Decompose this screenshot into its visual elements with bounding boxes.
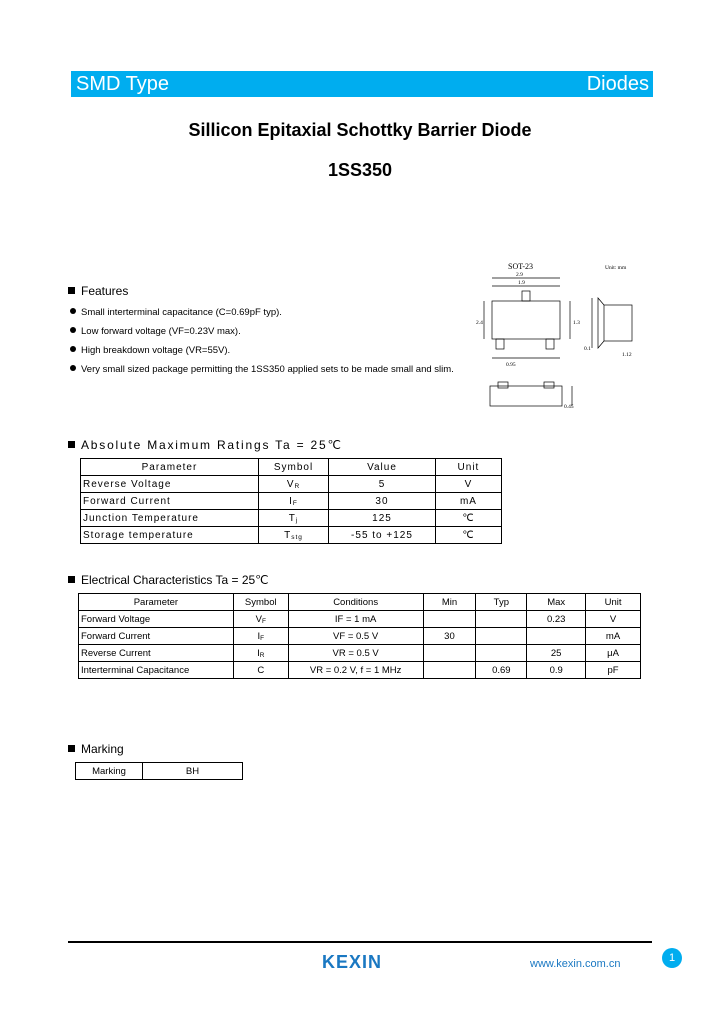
header-cell: Symbol (258, 459, 328, 476)
param-cell: Reverse Voltage (81, 476, 259, 493)
conditions-cell: VF = 0.5 V (288, 628, 423, 645)
table-row (81, 493, 502, 510)
elec-heading: Electrical Characteristics Ta = 25℃ (68, 573, 269, 587)
unit-cell: μA (586, 645, 641, 662)
symbol-cell: C (233, 662, 288, 679)
marking-label-cell: Marking (76, 763, 143, 780)
value-cell: 5 (329, 476, 436, 493)
svg-text:1.12: 1.12 (622, 352, 632, 358)
table-row (79, 628, 641, 645)
header-cell: Parameter (79, 594, 234, 611)
value-cell: -55 to +125 (329, 527, 436, 544)
features-list (70, 303, 454, 379)
max-cell: 0.9 (527, 662, 586, 679)
min-cell (423, 611, 476, 628)
marking-heading: Marking (68, 742, 124, 756)
feature-item: Low forward voltage (VF=0.23V max). (70, 322, 454, 341)
feature-item: High breakdown voltage (VR=55V). (70, 341, 454, 360)
svg-text:2.9: 2.9 (516, 272, 523, 278)
param-cell: Storage temperature (81, 527, 259, 544)
value-cell: 30 (329, 493, 436, 510)
param-cell: Junction Temperature (81, 510, 259, 527)
table-row (81, 527, 502, 544)
square-bullet-icon (68, 441, 75, 448)
svg-text:1.3: 1.3 (573, 320, 580, 326)
table-row (79, 645, 641, 662)
conditions-cell: VR = 0.2 V, f = 1 MHz (288, 662, 423, 679)
header-category: SMD Type (76, 73, 169, 95)
document-title: Sillicon Epitaxial Schottky Barrier Diode (188, 120, 532, 140)
symbol-cell: $I_R$ (233, 645, 288, 662)
abs-max-heading: Absolute Maximum Ratings Ta = 25℃ (68, 438, 343, 452)
part-number: 1SS350 (327, 160, 393, 180)
param-cell: Forward Current (81, 493, 259, 510)
header-cell: Conditions (288, 594, 423, 611)
param-cell: Reverse Current (79, 645, 234, 662)
table-row (81, 510, 502, 527)
table-row (79, 662, 641, 679)
table-header-row (81, 459, 502, 476)
website-url: www.kexin.com.cn (530, 958, 621, 970)
feature-item: Very small sized package permitting the 1SS350 applied sets to be made small and slim. (70, 360, 454, 379)
header-cell: Unit (586, 594, 641, 611)
unit-cell: mA (586, 628, 641, 645)
square-bullet-icon (68, 745, 75, 752)
header-cell: Max (527, 594, 586, 611)
marking-table (75, 762, 243, 780)
symbol-cell: $I_F$ (233, 628, 288, 645)
conditions-cell: VR = 0.5 V (288, 645, 423, 662)
header-cell: Unit (435, 459, 501, 476)
symbol-cell: $T_{stg}$ (258, 527, 328, 544)
unit-cell: mA (435, 493, 501, 510)
param-cell: Interterminal Capacitance (79, 662, 234, 679)
svg-text:0.1: 0.1 (584, 346, 591, 352)
square-bullet-icon (68, 287, 75, 294)
conditions-cell: IF = 1 mA (288, 611, 423, 628)
package-outline-drawing (472, 258, 672, 438)
table-header-row (79, 594, 641, 611)
package-name: SOT-23 (508, 262, 534, 271)
svg-text:2.4: 2.4 (476, 320, 483, 326)
header-cell: Value (329, 459, 436, 476)
svg-text:0.95: 0.95 (506, 362, 516, 368)
typ-cell (476, 611, 527, 628)
value-cell: 125 (329, 510, 436, 527)
max-cell: 25 (527, 645, 586, 662)
min-cell: 30 (423, 628, 476, 645)
param-cell: Forward Voltage (79, 611, 234, 628)
typ-cell (476, 628, 527, 645)
symbol-cell: $T_j$ (258, 510, 328, 527)
param-cell: Forward Current (79, 628, 234, 645)
table-row (81, 476, 502, 493)
table-row (76, 763, 243, 780)
unit-cell: V (435, 476, 501, 493)
min-cell (423, 645, 476, 662)
typ-cell (476, 645, 527, 662)
typ-cell: 0.69 (476, 662, 527, 679)
header-cell: Typ (476, 594, 527, 611)
bullet-icon (70, 327, 76, 333)
max-cell: 0.23 (527, 611, 586, 628)
svg-text:0.45: 0.45 (564, 404, 574, 410)
square-bullet-icon (68, 576, 75, 583)
feature-item: Small interterminal capacitance (C=0.69pF typ). (70, 303, 454, 322)
unit-cell: ℃ (435, 527, 501, 544)
kexin-logo: KEXIN (322, 952, 383, 972)
svg-text:1.9: 1.9 (518, 280, 525, 286)
page-number: 1 (662, 948, 682, 968)
min-cell (423, 662, 476, 679)
unit-cell: ℃ (435, 510, 501, 527)
unit-cell: pF (586, 662, 641, 679)
abs-max-table (80, 458, 502, 544)
bullet-icon (70, 365, 76, 371)
unit-cell: V (586, 611, 641, 628)
header-banner (71, 71, 653, 97)
bullet-icon (70, 346, 76, 352)
elec-char-table (78, 593, 641, 679)
symbol-cell: $V_F$ (233, 611, 288, 628)
symbol-cell: $V_R$ (258, 476, 328, 493)
header-cell: Min (423, 594, 476, 611)
header-cell: Parameter (81, 459, 259, 476)
marking-value-cell: BH (143, 763, 243, 780)
footer-divider (68, 941, 652, 943)
features-heading: Features (68, 284, 128, 298)
header-cell: Symbol (233, 594, 288, 611)
bullet-icon (70, 308, 76, 314)
symbol-cell: $I_F$ (258, 493, 328, 510)
table-row (79, 611, 641, 628)
max-cell (527, 628, 586, 645)
header-type: Diodes (586, 73, 649, 95)
package-unit: Unit: mm (605, 265, 627, 271)
